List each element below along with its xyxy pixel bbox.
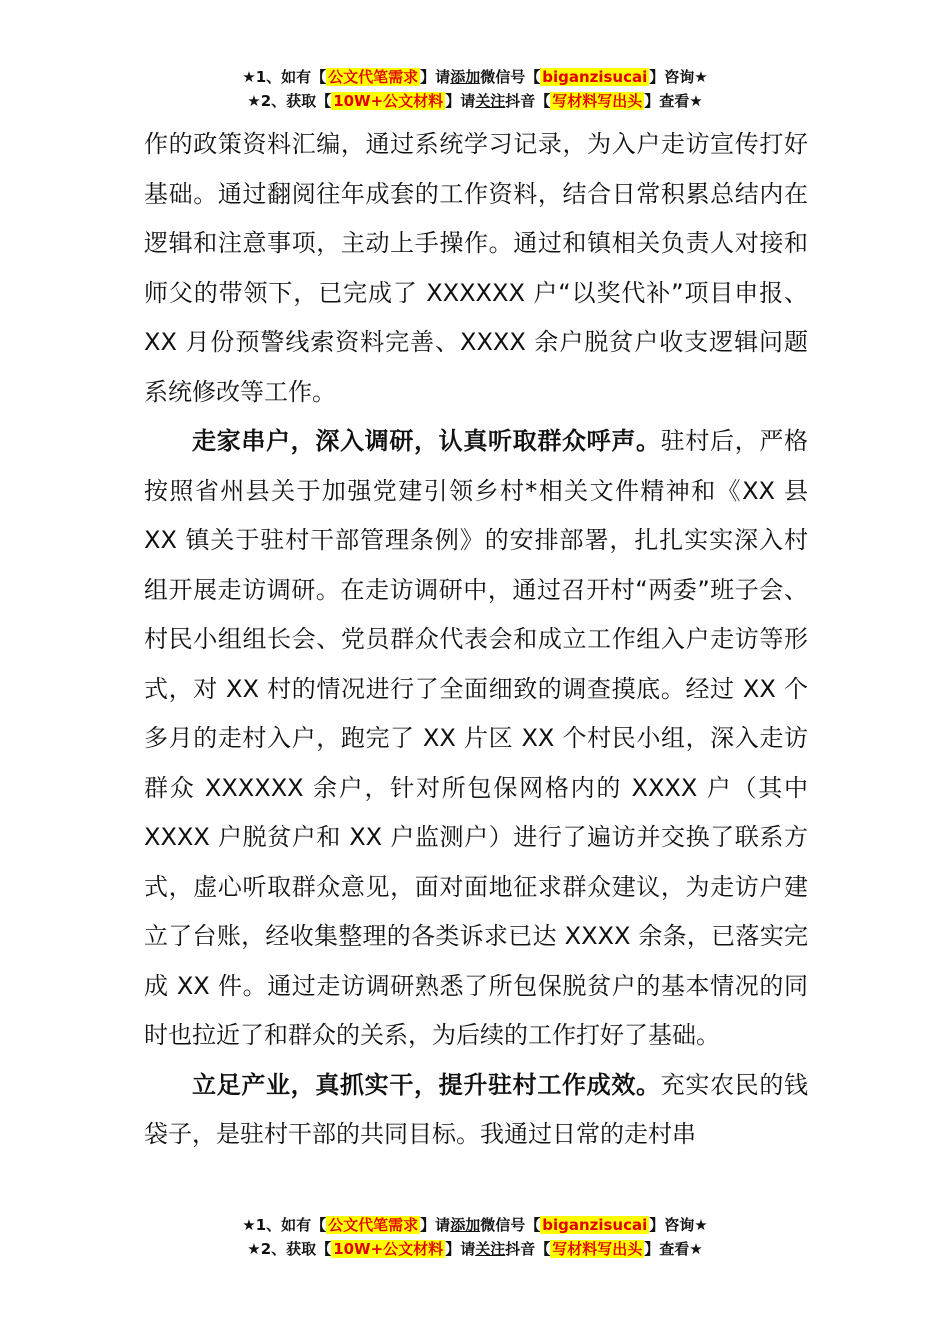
banner-text: 抖音【 xyxy=(505,1240,551,1258)
footer-banner xyxy=(0,1214,950,1262)
douyin-id-highlight: 写材料写出头 xyxy=(552,92,643,110)
banner-text: 微信号【 xyxy=(480,68,541,86)
banner-text: 】咨询★ xyxy=(649,68,708,86)
banner-text: ★1、如有【 xyxy=(242,68,327,86)
highlight-text: 公文代笔需求 xyxy=(328,68,419,86)
wechat-id-highlight: biganzisucai xyxy=(542,1216,648,1234)
banner-text: ★2、获取【 xyxy=(247,1240,332,1258)
header-banner xyxy=(0,66,950,114)
banner-text: 抖音【 xyxy=(505,92,551,110)
paragraph-2 xyxy=(144,417,808,1061)
document-body xyxy=(144,120,808,1160)
banner-text: 】查看★ xyxy=(644,92,703,110)
paragraph-1: 作的政策资料汇编，通过系统学习记录，为入户走访宣传打好基础。通过翻阅往年成套的工作资料，结合日常积累总结内在逻辑和注意事项，主动上手操作。通过和镇相关负责人对接和师父的带领下，已完成了 XXXXXX 户“以奖代补”项目申报、XX 月份预警线索资料完善、XXXX 余户脱贫户收支逻辑问题系统修改等工作。 xyxy=(144,130,808,406)
paragraph-2-heading: 走家串户，深入调研，认真听取群众呼声。 xyxy=(192,427,661,455)
banner-line-2 xyxy=(0,90,950,114)
banner-text: 】请 xyxy=(445,1240,476,1258)
banner-text: 】请 xyxy=(420,1216,451,1234)
underlined-text: 关注 xyxy=(475,1240,506,1258)
paragraph-3 xyxy=(144,1061,808,1160)
banner-text: 微信号【 xyxy=(480,1216,541,1234)
paragraph-3-heading: 立足产业，真抓实干，提升驻村工作成效。 xyxy=(192,1070,661,1099)
banner-line-2 xyxy=(0,1238,950,1262)
banner-text: 】咨询★ xyxy=(649,1216,708,1234)
underlined-text: 添加 xyxy=(450,1216,481,1234)
banner-text: 】查看★ xyxy=(644,1240,703,1258)
banner-text: ★1、如有【 xyxy=(242,1216,327,1234)
banner-text: 】请 xyxy=(445,92,476,110)
underlined-text: 关注 xyxy=(475,92,506,110)
underlined-text: 添加 xyxy=(450,68,481,86)
banner-text: ★2、获取【 xyxy=(247,92,332,110)
highlight-text: 10W+公文材料 xyxy=(333,1240,444,1258)
wechat-id-highlight: biganzisucai xyxy=(542,68,648,86)
highlight-text: 10W+公文材料 xyxy=(333,92,444,110)
highlight-text: 公文代笔需求 xyxy=(328,1216,419,1234)
banner-text: 】请 xyxy=(420,68,451,86)
douyin-id-highlight: 写材料写出头 xyxy=(552,1240,643,1258)
paragraph-3-body: 充实农民的钱袋子，是驻村干部的共同目标。我通过日常的走村串 xyxy=(144,1070,809,1148)
banner-line-1 xyxy=(0,66,950,90)
banner-line-1 xyxy=(0,1214,950,1238)
paragraph-2-body: 驻村后，严格按照省州县关于加强党建引领乡村*相关文件精神和《XX 县 XX 镇关于驻村干部管理条例》的安排部署，扎扎实实深入村组开展走访调研。在走访调研中，通过召开村“两委”班子会、村民小组组长会、党员群众代表会和成立工作组入户走访等形式，对 XX 村的情况进行了全面细致的调查摸底。经过 XX 个多月的走村入户，跑完了 XX 片区 XX 个村民小组，深入走访群众 XXXXXX 余户，针对所包保网格内的 XXXX 户（其中 XXXX 户脱贫户和 XX 户监测户）进行了遍访并交换了联系方式，虚心听取群众意见，面对面地征求群众建议，为走访户建立了台账，经收集整理的各类诉求已达 XXXX 余条，已落实完成 XX 件。通过走访调研熟悉了所包保脱贫户的基本情况的同时也拉近了和群众的关系，为后续的工作打好了基础。 xyxy=(144,427,809,1049)
